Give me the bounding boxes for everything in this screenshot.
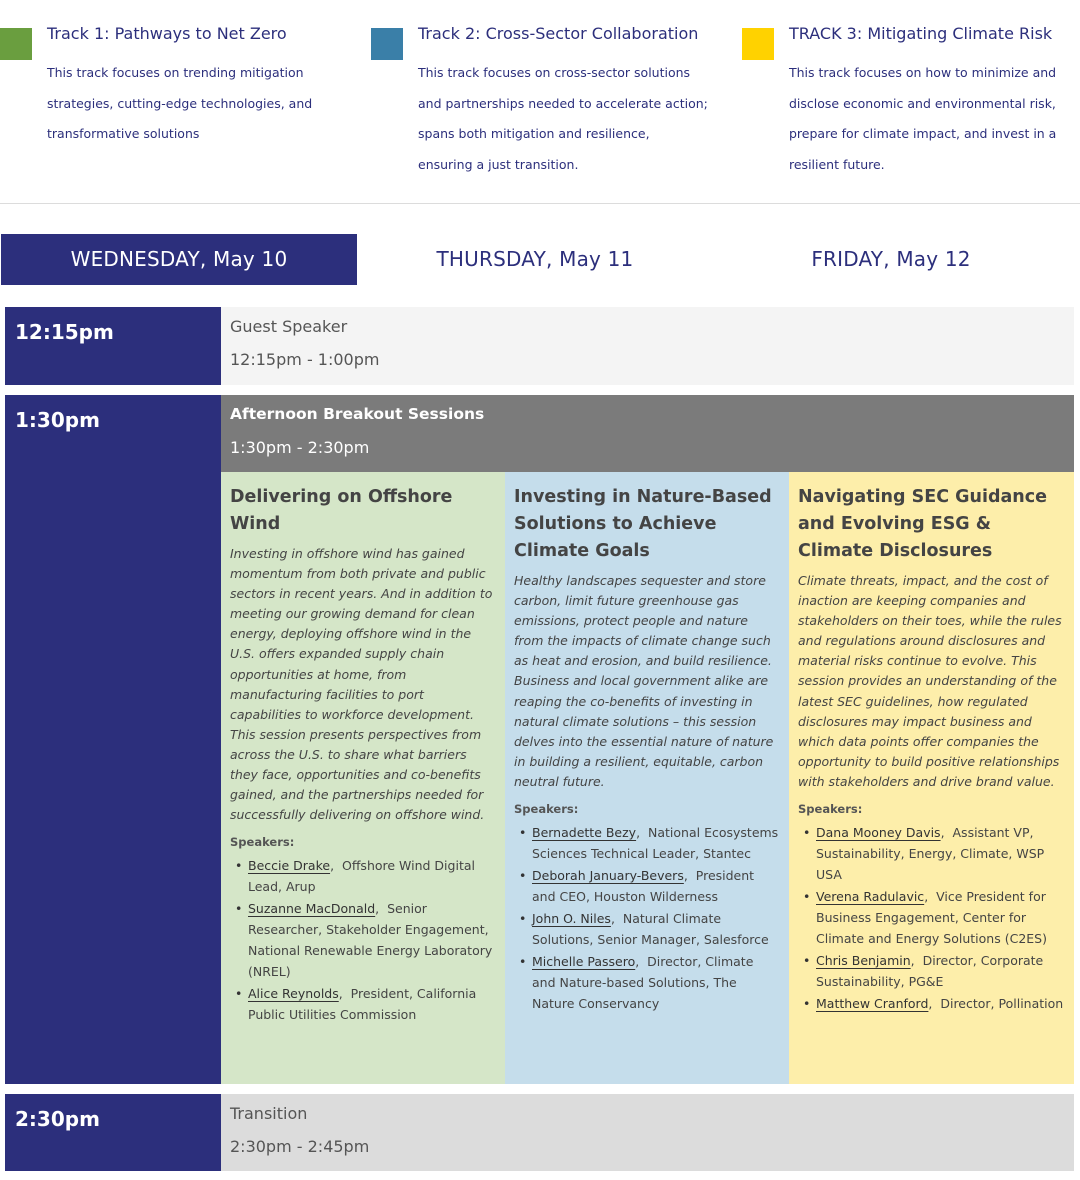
session-description: Climate threats, impact, and the cost of inaction are keeping companies and stakeholders on their toes, while the rules and regulations around disclosures and material risks continue to evolve. This session provides an understanding of the latest SEC guidelines, how regulated disclosures may impact business and which data points offer companies the opportunity to build positive relationships with stakeholders and drive brand value. [798, 573, 1062, 789]
speaker-name-link[interactable]: Chris Benjamin [816, 953, 911, 969]
block-title: Guest Speaker [230, 317, 348, 336]
track-1-swatch [0, 28, 32, 60]
track-2-title: Track 2: Cross-Sector Collaboration [418, 24, 699, 43]
speaker-role: Vice President for Business Engagement, Center for Climate and Energy Solutions (C2ES) [816, 889, 1047, 947]
time-label: 1:30pm [15, 408, 100, 432]
time-label: 12:15pm [15, 320, 114, 344]
track-2-description: This track focuses on cross-sector solutions and partnerships needed to accelerate action; spans both mitigation and resilience, ensuring a just transition. [418, 65, 708, 172]
session-sec-guidance [789, 472, 1074, 1084]
time-label: 2:30pm [15, 1107, 100, 1131]
speaker-name-link[interactable]: Beccie Drake [248, 858, 331, 874]
guest-speaker-block [221, 307, 1074, 385]
speaker-list [230, 855, 496, 1025]
speaker-list [514, 822, 780, 1014]
speaker-role: Director, Climate and Nature-based Solutions, The Nature Conservancy [532, 954, 754, 1012]
speaker-item: • Beccie Drake, Offshore Wind Digital Lead, Arup [248, 855, 496, 897]
speaker-name-link[interactable]: Bernadette Bezy [532, 825, 637, 841]
session-offshore-wind [221, 472, 505, 1084]
speaker-item: • Verena Radulavic, Vice President for Business Engagement, Center for Climate and Energy Solutions (C2ES) [816, 886, 1065, 949]
speaker-role: Natural Climate Solutions, Senior Manager, Salesforce [532, 911, 769, 948]
block-time-range: 2:30pm - 2:45pm [230, 1137, 370, 1156]
speaker-item: • Alice Reynolds, President, California Public Utilities Commission [248, 983, 496, 1025]
speaker-item: • John O. Niles, Natural Climate Solutions, Senior Manager, Salesforce [532, 908, 780, 950]
speaker-list [798, 822, 1065, 1014]
track-3-description: This track focuses on how to minimize and disclose economic and environmental risk, prepare for climate impact, and invest in a resilient future. [789, 65, 1057, 172]
track-1-description: This track focuses on trending mitigation strategies, cutting-edge technologies, and transformative solutions [47, 65, 313, 141]
transition-block [221, 1094, 1074, 1171]
session-description: Healthy landscapes sequester and store carbon, limit future greenhouse gas emissions, protect people and nature from the impacts of climate change such as heat and erosion, and build resilience. Business and local government alike are reaping the co-benefits of investing in natural climate solutions – this session delves into the essential nature of nature in building a resilient, equitable, carbon neutral future. [514, 573, 774, 789]
speaker-item: • Bernadette Bezy, National Ecosystems Sciences Technical Leader, Stantec [532, 822, 780, 864]
speaker-role: President, California Public Utilities Commission [248, 986, 477, 1023]
speaker-role: Assistant VP, Sustainability, Energy, Climate, WSP USA [816, 825, 1045, 883]
speaker-item: • Michelle Passero, Director, Climate and Nature-based Solutions, The Nature Conservancy [532, 951, 780, 1014]
time-slot-130 [5, 395, 221, 1084]
tracks-legend [0, 0, 1080, 204]
track-1-title: Track 1: Pathways to Net Zero [47, 24, 287, 43]
speaker-name-link[interactable]: John O. Niles [532, 911, 611, 927]
tab-wednesday[interactable]: WEDNESDAY, May 10 [1, 234, 357, 285]
speaker-name-link[interactable]: Matthew Cranford [816, 996, 929, 1012]
speaker-item: • Suzanne MacDonald, Senior Researcher, Stakeholder Engagement, National Renewable Energy Laboratory (NREL) [248, 898, 496, 982]
session-title: Delivering on Offshore Wind [230, 487, 453, 534]
tab-thursday[interactable]: THURSDAY, May 11 [436, 247, 634, 271]
speaker-name-link[interactable]: Alice Reynolds [248, 986, 339, 1002]
speaker-name-link[interactable]: Suzanne MacDonald [248, 901, 376, 917]
block-time-range: 1:30pm - 2:30pm [230, 438, 370, 457]
speaker-item: • Matthew Cranford, Director, Pollination [816, 993, 1065, 1014]
speaker-name-link[interactable]: Dana Mooney Davis [816, 825, 941, 841]
speaker-item: • Dana Mooney Davis, Assistant VP, Sustainability, Energy, Climate, WSP USA [816, 822, 1065, 885]
track-2-swatch [371, 28, 403, 60]
afternoon-breakout-header [221, 395, 1074, 472]
speaker-role: President and CEO, Houston Wilderness [532, 868, 755, 905]
time-slot-230 [5, 1094, 221, 1171]
block-title: Afternoon Breakout Sessions [230, 405, 485, 423]
speaker-name-link[interactable]: Verena Radulavic [816, 889, 925, 905]
speaker-role: Director, Pollination [940, 996, 1064, 1012]
speaker-role: Director, Corporate Sustainability, PG&E [816, 953, 1044, 990]
speaker-role: Senior Researcher, Stakeholder Engagement, National Renewable Energy Laboratory (NREL) [248, 901, 493, 980]
speakers-label: Speakers: [514, 802, 579, 817]
session-description: Investing in offshore wind has gained momentum from both private and public sectors in recent years. And in addition to meeting our growing demand for clean energy, deploying offshore wind in the U.S. offers expanded supply chain opportunities at home, from manufacturing facilities to port capabilities to workforce development. This session presents perspectives from across the U.S. to share what barriers they face, opportunities and co-benefits gained, and the partnerships needed for successfully delivering on offshore wind. [230, 546, 493, 823]
speaker-name-link[interactable]: Michelle Passero [532, 954, 636, 970]
block-title: Transition [230, 1104, 308, 1123]
block-time-range: 12:15pm - 1:00pm [230, 350, 380, 369]
speakers-label: Speakers: [798, 802, 863, 817]
track-3-swatch [742, 28, 774, 60]
session-title: Navigating SEC Guidance and Evolving ESG & Climate Disclosures [798, 487, 1047, 561]
speaker-role: National Ecosystems Sciences Technical Leader, Stantec [532, 825, 779, 862]
track-3-title: TRACK 3: Mitigating Climate Risk [789, 24, 1053, 43]
speakers-label: Speakers: [230, 835, 295, 850]
time-slot-1215 [5, 307, 221, 385]
speaker-name-link[interactable]: Deborah January-Bevers [532, 868, 684, 884]
speaker-item: • Deborah January-Bevers, President and CEO, Houston Wilderness [532, 865, 780, 907]
session-title: Investing in Nature-Based Solutions to Achieve Climate Goals [514, 487, 772, 561]
speaker-item: • Chris Benjamin, Director, Corporate Sustainability, PG&E [816, 950, 1065, 992]
speaker-role: Offshore Wind Digital Lead, Arup [248, 858, 475, 895]
tab-friday[interactable]: FRIDAY, May 12 [811, 247, 971, 271]
session-nature-based-solutions [505, 472, 789, 1084]
